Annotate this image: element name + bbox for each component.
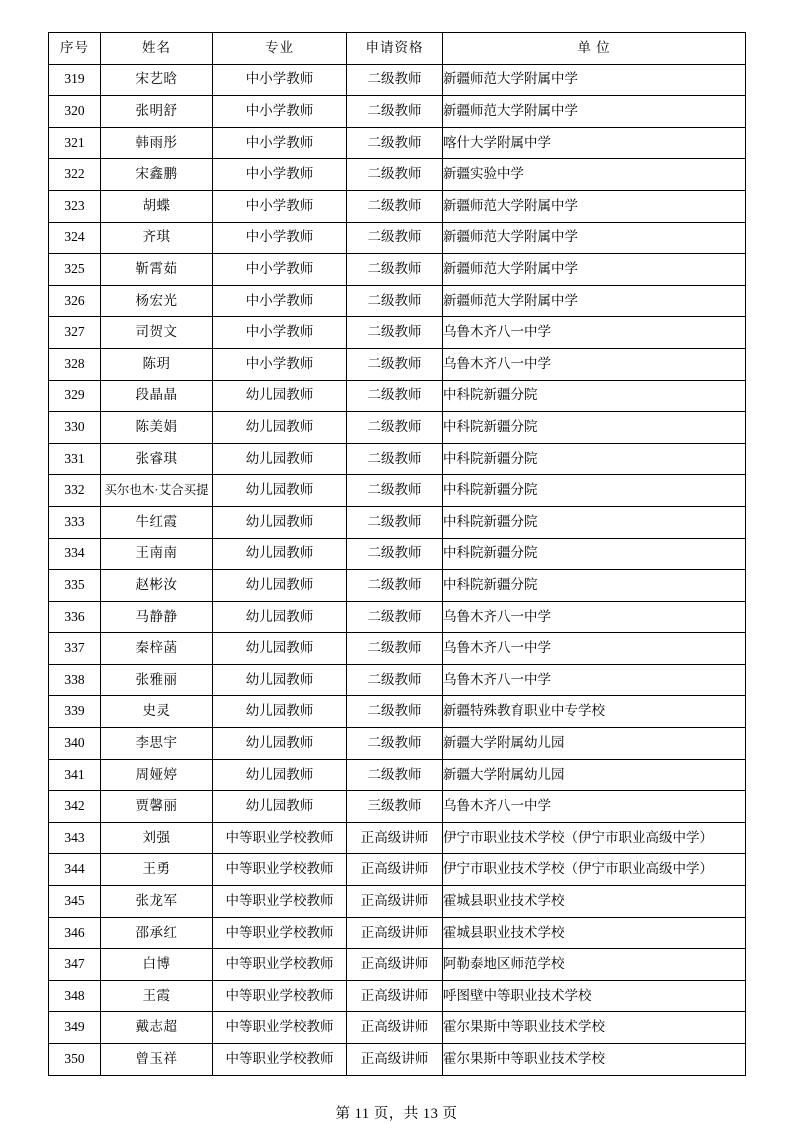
cell-seq: 328 [49,348,101,380]
cell-name: 周娅婷 [101,759,213,791]
cell-major: 中等职业学校教师 [213,949,347,981]
cell-seq: 335 [49,570,101,602]
cell-unit: 乌鲁木齐八一中学 [443,317,746,349]
cell-name: 牛红霞 [101,506,213,538]
cell-name: 张睿琪 [101,443,213,475]
cell-major: 中小学教师 [213,159,347,191]
cell-qualification: 二级教师 [347,96,443,128]
cell-seq: 319 [49,64,101,96]
cell-seq: 341 [49,759,101,791]
cell-unit: 新疆师范大学附属中学 [443,254,746,286]
cell-major: 中等职业学校教师 [213,822,347,854]
cell-name: 史灵 [101,696,213,728]
cell-seq: 331 [49,443,101,475]
cell-major: 中小学教师 [213,64,347,96]
cell-name: 王南南 [101,538,213,570]
cell-seq: 324 [49,222,101,254]
cell-name: 宋艺晗 [101,64,213,96]
cell-unit: 中科院新疆分院 [443,475,746,507]
cell-unit: 中科院新疆分院 [443,538,746,570]
cell-seq: 332 [49,475,101,507]
cell-unit: 伊宁市职业技术学校（伊宁市职业高级中学） [443,854,746,886]
table-row [49,601,746,633]
table-row [49,759,746,791]
cell-major: 中小学教师 [213,127,347,159]
cell-name: 刘强 [101,822,213,854]
cell-major: 中小学教师 [213,96,347,128]
cell-seq: 325 [49,254,101,286]
cell-qualification: 二级教师 [347,380,443,412]
table-body [49,64,746,1075]
table-row [49,475,746,507]
table-row [49,822,746,854]
cell-unit: 新疆大学附属幼儿园 [443,759,746,791]
cell-name: 贾馨丽 [101,791,213,823]
cell-seq: 347 [49,949,101,981]
cell-major: 幼儿园教师 [213,570,347,602]
cell-name: 张龙军 [101,886,213,918]
table-row [49,1044,746,1076]
cell-seq: 333 [49,506,101,538]
cell-unit: 新疆师范大学附属中学 [443,190,746,222]
cell-major: 中小学教师 [213,254,347,286]
table-row [49,1012,746,1044]
cell-major: 幼儿园教师 [213,759,347,791]
cell-major: 中等职业学校教师 [213,980,347,1012]
cell-name: 陈美娟 [101,412,213,444]
cell-name: 张雅丽 [101,664,213,696]
cell-name: 陈玥 [101,348,213,380]
cell-qualification: 三级教师 [347,791,443,823]
cell-qualification: 二级教师 [347,696,443,728]
cell-seq: 343 [49,822,101,854]
table-row [49,696,746,728]
cell-name: 白博 [101,949,213,981]
cell-name: 赵彬汝 [101,570,213,602]
cell-unit: 新疆师范大学附属中学 [443,285,746,317]
table-row [49,348,746,380]
table-row [49,728,746,760]
cell-qualification: 二级教师 [347,64,443,96]
cell-qualification: 二级教师 [347,285,443,317]
cell-unit: 中科院新疆分院 [443,412,746,444]
table-row [49,538,746,570]
cell-unit: 新疆特殊教育职业中专学校 [443,696,746,728]
column-header-qualification: 申请资格 [347,33,443,65]
cell-unit: 阿勒泰地区师范学校 [443,949,746,981]
cell-unit: 新疆师范大学附属中学 [443,64,746,96]
cell-name: 胡蝶 [101,190,213,222]
cell-unit: 乌鲁木齐八一中学 [443,601,746,633]
cell-seq: 345 [49,886,101,918]
cell-unit: 乌鲁木齐八一中学 [443,664,746,696]
cell-seq: 350 [49,1044,101,1076]
table-row [49,254,746,286]
cell-major: 中小学教师 [213,348,347,380]
cell-name: 李思宇 [101,728,213,760]
cell-unit: 中科院新疆分院 [443,570,746,602]
cell-qualification: 二级教师 [347,443,443,475]
cell-qualification: 二级教师 [347,348,443,380]
table-row [49,570,746,602]
column-header-major: 专业 [213,33,347,65]
cell-seq: 323 [49,190,101,222]
cell-unit: 中科院新疆分院 [443,443,746,475]
cell-name: 戴志超 [101,1012,213,1044]
cell-qualification: 正高级讲师 [347,822,443,854]
cell-seq: 340 [49,728,101,760]
cell-qualification: 正高级讲师 [347,949,443,981]
cell-qualification: 二级教师 [347,190,443,222]
table-row [49,506,746,538]
cell-seq: 338 [49,664,101,696]
cell-unit: 乌鲁木齐八一中学 [443,791,746,823]
cell-seq: 334 [49,538,101,570]
cell-name: 靳霄茹 [101,254,213,286]
cell-major: 幼儿园教师 [213,412,347,444]
cell-unit: 乌鲁木齐八一中学 [443,348,746,380]
cell-qualification: 二级教师 [347,506,443,538]
cell-name: 王霞 [101,980,213,1012]
cell-unit: 中科院新疆分院 [443,506,746,538]
table-row [49,190,746,222]
cell-qualification: 正高级讲师 [347,980,443,1012]
table-row [49,886,746,918]
cell-name: 宋鑫鹏 [101,159,213,191]
table-row [49,64,746,96]
table-row [49,917,746,949]
cell-major: 中等职业学校教师 [213,854,347,886]
cell-qualification: 二级教师 [347,538,443,570]
cell-seq: 346 [49,917,101,949]
cell-seq: 344 [49,854,101,886]
cell-seq: 336 [49,601,101,633]
cell-seq: 348 [49,980,101,1012]
cell-name: 段晶晶 [101,380,213,412]
cell-seq: 349 [49,1012,101,1044]
cell-unit: 乌鲁木齐八一中学 [443,633,746,665]
table-row [49,285,746,317]
cell-qualification: 正高级讲师 [347,886,443,918]
cell-major: 幼儿园教师 [213,443,347,475]
cell-seq: 329 [49,380,101,412]
cell-qualification: 二级教师 [347,127,443,159]
column-header-name: 姓名 [101,33,213,65]
cell-qualification: 正高级讲师 [347,1012,443,1044]
table-row [49,664,746,696]
cell-qualification: 二级教师 [347,222,443,254]
cell-major: 幼儿园教师 [213,538,347,570]
cell-name: 韩雨彤 [101,127,213,159]
table-row [49,159,746,191]
table-row [49,633,746,665]
cell-seq: 320 [49,96,101,128]
cell-unit: 新疆实验中学 [443,159,746,191]
cell-name: 马静静 [101,601,213,633]
cell-qualification: 二级教师 [347,601,443,633]
table-row [49,222,746,254]
cell-qualification: 二级教师 [347,728,443,760]
cell-unit: 新疆大学附属幼儿园 [443,728,746,760]
cell-qualification: 正高级讲师 [347,854,443,886]
cell-unit: 霍城县职业技术学校 [443,886,746,918]
table-row [49,317,746,349]
cell-major: 幼儿园教师 [213,506,347,538]
cell-major: 中小学教师 [213,222,347,254]
cell-qualification: 正高级讲师 [347,1044,443,1076]
cell-name: 邵承红 [101,917,213,949]
table-row [49,127,746,159]
cell-major: 中等职业学校教师 [213,917,347,949]
cell-major: 幼儿园教师 [213,633,347,665]
cell-seq: 322 [49,159,101,191]
cell-name: 司贺文 [101,317,213,349]
cell-unit: 新疆师范大学附属中学 [443,222,746,254]
cell-major: 幼儿园教师 [213,696,347,728]
table-header-row [49,33,746,65]
cell-qualification: 二级教师 [347,412,443,444]
table-row [49,854,746,886]
cell-name: 张明舒 [101,96,213,128]
cell-seq: 339 [49,696,101,728]
table-row [49,412,746,444]
cell-qualification: 正高级讲师 [347,917,443,949]
cell-unit: 霍尔果斯中等职业技术学校 [443,1012,746,1044]
roster-table [48,32,746,1076]
table-row [49,949,746,981]
cell-major: 幼儿园教师 [213,475,347,507]
cell-seq: 342 [49,791,101,823]
table-header [49,33,746,65]
cell-major: 中等职业学校教师 [213,1012,347,1044]
cell-major: 幼儿园教师 [213,791,347,823]
table-row [49,980,746,1012]
cell-name: 秦梓菡 [101,633,213,665]
cell-name: 杨宏光 [101,285,213,317]
cell-qualification: 二级教师 [347,759,443,791]
cell-major: 幼儿园教师 [213,664,347,696]
cell-seq: 337 [49,633,101,665]
table-row [49,443,746,475]
cell-seq: 330 [49,412,101,444]
cell-name: 齐琪 [101,222,213,254]
cell-qualification: 二级教师 [347,317,443,349]
cell-qualification: 二级教师 [347,475,443,507]
cell-major: 中等职业学校教师 [213,886,347,918]
cell-major: 中小学教师 [213,285,347,317]
cell-qualification: 二级教师 [347,664,443,696]
cell-major: 幼儿园教师 [213,380,347,412]
cell-qualification: 二级教师 [347,254,443,286]
table-row [49,380,746,412]
cell-seq: 321 [49,127,101,159]
cell-seq: 326 [49,285,101,317]
cell-unit: 霍尔果斯中等职业技术学校 [443,1044,746,1076]
table-row [49,791,746,823]
cell-name: 买尔也木·艾合买提 [101,475,213,507]
column-header-seq: 序号 [49,33,101,65]
cell-unit: 伊宁市职业技术学校（伊宁市职业高级中学） [443,822,746,854]
cell-qualification: 二级教师 [347,159,443,191]
cell-qualification: 二级教师 [347,633,443,665]
cell-unit: 新疆师范大学附属中学 [443,96,746,128]
cell-major: 幼儿园教师 [213,728,347,760]
cell-unit: 喀什大学附属中学 [443,127,746,159]
cell-major: 中小学教师 [213,190,347,222]
cell-name: 王勇 [101,854,213,886]
cell-unit: 呼图壁中等职业技术学校 [443,980,746,1012]
table-row [49,96,746,128]
cell-unit: 霍城县职业技术学校 [443,917,746,949]
cell-qualification: 二级教师 [347,570,443,602]
page-footer: 第 11 页，共 13 页 [335,1105,458,1122]
cell-major: 幼儿园教师 [213,601,347,633]
cell-name: 曾玉祥 [101,1044,213,1076]
column-header-unit: 单 位 [443,33,746,65]
cell-major: 中等职业学校教师 [213,1044,347,1076]
cell-seq: 327 [49,317,101,349]
cell-unit: 中科院新疆分院 [443,380,746,412]
cell-major: 中小学教师 [213,317,347,349]
